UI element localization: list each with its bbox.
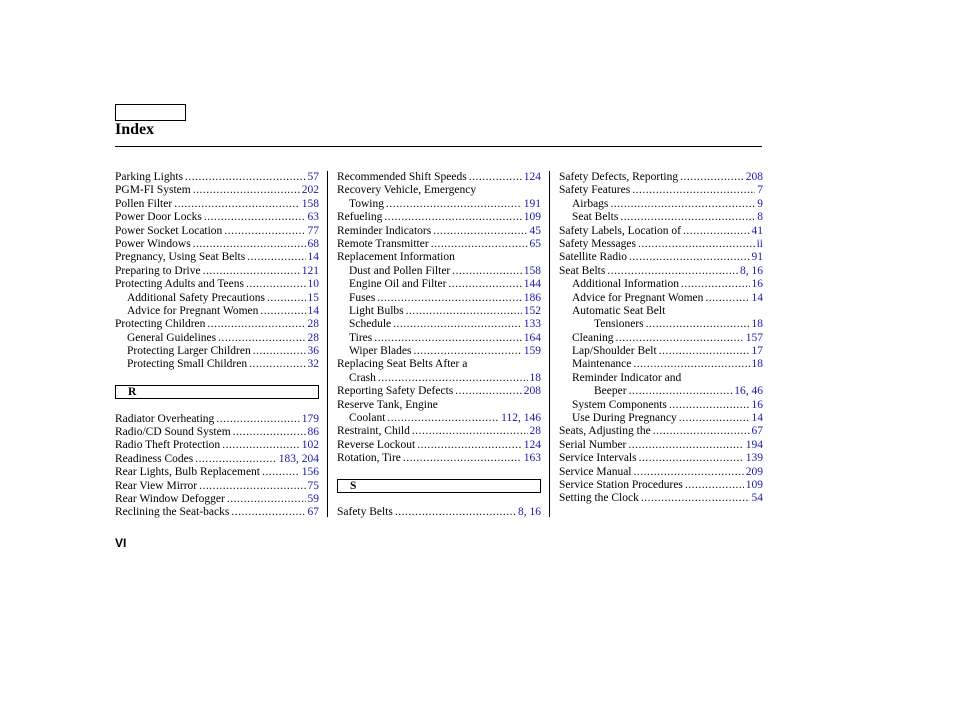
dot-leader: [413, 345, 521, 358]
page-reference-link[interactable]: 14: [751, 291, 763, 304]
entry-label: Protecting Adults and Teens: [115, 278, 244, 291]
page-reference-link[interactable]: 14: [307, 251, 319, 264]
entry-label: Recovery Vehicle, Emergency: [337, 184, 477, 197]
page-number: VI: [115, 536, 127, 550]
page-reference-link[interactable]: 157: [745, 331, 763, 344]
page-reference-link[interactable]: 209: [745, 465, 763, 478]
entry-label: Rear Lights, Bulb Replacement: [115, 466, 260, 479]
page-reference-link[interactable]: 163: [523, 452, 541, 465]
index-column-3: [559, 171, 763, 506]
page-reference-link[interactable]: 32: [307, 358, 319, 371]
dot-leader: [406, 305, 522, 318]
dot-leader: [681, 278, 750, 291]
entry-label: Safety Labels, Location of: [559, 224, 681, 237]
index-entry: [115, 198, 319, 211]
dot-leader: [267, 292, 306, 305]
index-entry: [559, 492, 763, 505]
entry-label: Advice for Pregnant Women: [127, 304, 259, 317]
index-subentry: [337, 372, 541, 385]
dot-leader: [616, 332, 744, 345]
index-column-2: [337, 171, 541, 520]
index-subentry: [559, 211, 763, 224]
dot-leader: [262, 466, 300, 479]
entry-label: Power Socket Location: [115, 224, 223, 237]
entry-label: Reserve Tank, Engine: [337, 398, 438, 411]
page-reference-link[interactable]: 18: [529, 371, 541, 384]
dot-leader: [393, 318, 522, 331]
page-reference-link[interactable]: 14: [751, 412, 763, 425]
entry-label: Safety Defects, Reporting: [559, 170, 679, 183]
page-reference-link[interactable]: 202: [301, 184, 319, 197]
entry-label: Reporting Safety Defects: [337, 385, 454, 398]
entry-label: Replacement Information: [337, 251, 455, 264]
page-reference-link[interactable]: 18: [751, 318, 763, 331]
dot-leader: [633, 358, 749, 371]
dot-leader: [377, 292, 522, 305]
dot-leader: [185, 171, 305, 184]
dot-leader: [204, 211, 306, 224]
entry-label: Seat Belts: [559, 264, 606, 277]
index-entry: [115, 466, 319, 479]
page-reference-link[interactable]: 109: [523, 211, 541, 224]
entry-label: Coolant: [349, 412, 386, 425]
index-entry: [115, 265, 319, 278]
index-subentry: [337, 278, 541, 291]
index-entry: [115, 171, 319, 184]
index-subentry: [559, 372, 763, 385]
index-entry: [337, 358, 541, 371]
index-entry: [115, 439, 319, 452]
page-reference-link[interactable]: 124: [523, 170, 541, 183]
entry-label: Protecting Children: [115, 318, 206, 331]
entry-label: Remote Transmitter: [337, 237, 429, 250]
dot-leader: [395, 506, 516, 519]
dot-leader: [227, 493, 306, 506]
dot-leader: [629, 251, 749, 264]
dot-leader: [452, 265, 521, 278]
page-reference-link[interactable]: 45: [529, 224, 541, 237]
page-reference-link[interactable]: 68: [307, 237, 319, 250]
page-reference-link[interactable]: 67: [307, 506, 319, 519]
index-entry: [337, 385, 541, 398]
page-reference-link[interactable]: 158: [523, 264, 541, 277]
entry-label: Reverse Lockout: [337, 438, 416, 451]
entry-label: Radio Theft Protection: [115, 439, 221, 452]
index-subentry: [559, 292, 763, 305]
page-reference-link[interactable]: 121: [301, 264, 319, 277]
column-divider-1: [327, 171, 328, 517]
page-reference-link[interactable]: 102: [301, 439, 319, 452]
index-entry: [115, 211, 319, 224]
entry-label: Schedule: [349, 318, 392, 331]
spacer: [337, 466, 541, 479]
page-reference-link[interactable]: 7: [757, 184, 763, 197]
entry-label: Wiper Blades: [349, 345, 412, 358]
dot-leader: [641, 492, 750, 505]
entry-label: Light Bulbs: [349, 304, 404, 317]
index-subentry: [559, 332, 763, 345]
entry-label: Seat Belts: [572, 211, 619, 224]
page-title: Index: [115, 121, 155, 138]
entry-label: PGM-FI System: [115, 184, 191, 197]
entry-label: Maintenance: [572, 358, 632, 371]
dot-leader: [628, 439, 743, 452]
dot-leader: [249, 358, 305, 371]
entry-label: Rotation, Tire: [337, 452, 401, 465]
page-reference-link[interactable]: 36: [307, 345, 319, 358]
dot-leader: [685, 479, 744, 492]
dot-leader: [455, 385, 522, 398]
section-letter-heading: S: [337, 479, 541, 493]
dot-leader: [386, 198, 522, 211]
entry-label: Advice for Pregnant Women: [572, 291, 704, 304]
column-divider-2: [549, 171, 550, 517]
entry-label: Rear Window Defogger: [115, 492, 225, 505]
index-entry: [337, 506, 541, 519]
entry-label: Service Intervals: [559, 452, 637, 465]
page-reference-link[interactable]: 57: [307, 170, 319, 183]
entry-label: Airbags: [572, 197, 609, 210]
dot-leader: [203, 265, 300, 278]
index-column-1: [115, 171, 319, 520]
index-entry: [115, 480, 319, 493]
index-subentry: [115, 305, 319, 318]
index-subentry: [337, 318, 541, 331]
entry-label: Additional Information: [572, 278, 679, 291]
index-entry: [559, 425, 763, 438]
dot-leader: [680, 171, 744, 184]
page-reference-link[interactable]: 15: [307, 291, 319, 304]
entry-label: Power Door Locks: [115, 211, 202, 224]
index-entry: [115, 426, 319, 439]
dot-leader: [195, 453, 276, 466]
entry-label: Reminder Indicators: [337, 224, 432, 237]
page-reference-link[interactable]: 194: [745, 438, 763, 451]
entry-label: Tires: [349, 331, 373, 344]
entry-label: Service Station Procedures: [559, 478, 683, 491]
index-entry: [559, 251, 763, 264]
page-reference-link[interactable]: 86: [307, 426, 319, 439]
index-subentry: [559, 198, 763, 211]
page-reference-link[interactable]: 28: [307, 331, 319, 344]
index-subentry: [559, 412, 763, 425]
index-entry: [559, 238, 763, 251]
entry-label: Lap/Shoulder Belt: [572, 345, 657, 358]
page-reference-link[interactable]: 183, 204: [278, 452, 319, 465]
dot-leader: [246, 278, 306, 291]
page-reference-link[interactable]: 63: [307, 211, 319, 224]
index-entry: [337, 452, 541, 465]
entry-label: Serial Number: [559, 438, 627, 451]
entry-label: System Components: [572, 398, 667, 411]
entry-label: Protecting Larger Children: [127, 345, 251, 358]
page-reference-link[interactable]: 28: [307, 318, 319, 331]
page-reference-link[interactable]: 9: [757, 197, 763, 210]
page-reference-link[interactable]: 41: [751, 224, 763, 237]
page-reference-link[interactable]: 8, 16: [740, 264, 763, 277]
dot-leader: [629, 385, 733, 398]
index-subentry: [559, 345, 763, 358]
dot-leader: [669, 399, 750, 412]
index-entry: [559, 265, 763, 278]
index-entry: [559, 479, 763, 492]
dot-leader: [646, 318, 750, 331]
entry-label: Pollen Filter: [115, 197, 173, 210]
entry-label: Radiator Overheating: [115, 412, 215, 425]
entry-label: Tensioners: [594, 318, 644, 331]
dot-leader: [433, 225, 527, 238]
page-reference-link[interactable]: 28: [529, 425, 541, 438]
index-subentry: [337, 198, 541, 211]
page-reference-link[interactable]: 16, 46: [734, 385, 763, 398]
index-subentry: [559, 399, 763, 412]
index-entry: [115, 453, 319, 466]
dot-leader: [174, 198, 300, 211]
dot-leader: [632, 184, 755, 197]
section-letter-heading: R: [115, 385, 319, 399]
page-reference-link[interactable]: 16: [751, 398, 763, 411]
entry-label: Safety Messages: [559, 237, 636, 250]
page-reference-link[interactable]: 133: [523, 318, 541, 331]
page-reference-link[interactable]: 156: [301, 466, 319, 479]
entry-label: Rear View Mirror: [115, 479, 198, 492]
page-reference-link[interactable]: 159: [523, 345, 541, 358]
dot-leader: [378, 372, 528, 385]
dot-leader: [193, 238, 306, 251]
page-reference-link[interactable]: 164: [523, 331, 541, 344]
index-entry: [115, 413, 319, 426]
entry-label: Restraint, Child: [337, 425, 410, 438]
index-subentry: [115, 292, 319, 305]
dot-leader: [638, 238, 755, 251]
dot-leader: [193, 184, 300, 197]
dot-leader: [639, 452, 744, 465]
dot-leader: [216, 413, 299, 426]
page-reference-link[interactable]: 75: [307, 479, 319, 492]
spacer: [115, 372, 319, 385]
index-entry: [559, 225, 763, 238]
page-reference-link[interactable]: 10: [307, 278, 319, 291]
entry-label: Engine Oil and Filter: [349, 278, 447, 291]
page-reference-link[interactable]: 112, 146: [501, 412, 541, 425]
page-reference-link[interactable]: 186: [523, 291, 541, 304]
dot-leader: [218, 332, 305, 345]
dot-leader: [253, 345, 306, 358]
page-reference-link[interactable]: 208: [745, 170, 763, 183]
page-reference-link[interactable]: 109: [745, 478, 763, 491]
dot-leader: [448, 278, 521, 291]
dot-leader: [224, 225, 305, 238]
index-entry: [115, 278, 319, 291]
dot-leader: [620, 211, 755, 224]
entry-label: Pregnancy, Using Seat Belts: [115, 251, 246, 264]
page-reference-link[interactable]: 191: [523, 197, 541, 210]
page-reference-link[interactable]: 144: [523, 278, 541, 291]
spacer: [115, 399, 319, 412]
page-reference-link[interactable]: 124: [523, 438, 541, 451]
index-subentry: [337, 412, 541, 425]
entry-label: Preparing to Drive: [115, 264, 201, 277]
entry-label: Parking Lights: [115, 170, 184, 183]
dot-leader: [683, 225, 750, 238]
index-entry: [559, 439, 763, 452]
index-subentry: [337, 265, 541, 278]
page-reference-link[interactable]: 54: [751, 492, 763, 505]
spacer: [337, 493, 541, 506]
entry-label: Fuses: [349, 291, 376, 304]
entry-label: Seats, Adjusting the: [559, 425, 651, 438]
page-reference-link[interactable]: 65: [529, 237, 541, 250]
page-reference-link[interactable]: 17: [751, 345, 763, 358]
dot-leader: [199, 480, 305, 493]
entry-label: Reclining the Seat-backs: [115, 506, 230, 519]
entry-label: Radio/CD Sound System: [115, 426, 231, 439]
dot-leader: [679, 412, 750, 425]
entry-label: Crash: [349, 371, 376, 384]
dot-leader: [705, 292, 749, 305]
dot-leader: [231, 506, 305, 519]
index-entry: [115, 318, 319, 331]
dot-leader: [469, 171, 522, 184]
entry-label: Power Windows: [115, 237, 191, 250]
index-subentry: [337, 332, 541, 345]
dot-leader: [403, 452, 522, 465]
page-reference-link[interactable]: 158: [301, 197, 319, 210]
index-subentry: [559, 358, 763, 371]
index-entry: [337, 238, 541, 251]
page-reference-link[interactable]: 59: [307, 492, 319, 505]
page-reference-link[interactable]: 16: [751, 278, 763, 291]
index-entry: [115, 184, 319, 197]
page-reference-link[interactable]: 179: [301, 412, 319, 425]
dot-leader: [653, 425, 750, 438]
page-reference-link[interactable]: 8, 16: [518, 506, 541, 519]
entry-label: Readiness Codes: [115, 452, 194, 465]
page-reference-link[interactable]: 14: [307, 304, 319, 317]
page-reference-link[interactable]: 18: [751, 358, 763, 371]
entry-label: Additional Safety Precautions: [127, 291, 265, 304]
page-reference-link[interactable]: 8: [757, 211, 763, 224]
dot-leader: [610, 198, 755, 211]
entry-label: General Guidelines: [127, 331, 217, 344]
page-reference-link[interactable]: 67: [751, 425, 763, 438]
entry-label: Cleaning: [572, 331, 614, 344]
entry-label: Safety Belts: [337, 506, 393, 519]
index-subentry: [115, 332, 319, 345]
page-reference-link[interactable]: 91: [751, 251, 763, 264]
index-subentry: [337, 345, 541, 358]
index-entry: [115, 238, 319, 251]
dot-leader: [417, 439, 522, 452]
page-reference-link[interactable]: 139: [745, 452, 763, 465]
index-subentry: [559, 318, 763, 331]
page-reference-link[interactable]: 208: [523, 385, 541, 398]
index-entry: [337, 439, 541, 452]
title-divider: [115, 146, 762, 147]
dot-leader: [207, 318, 305, 331]
entry-label: Service Manual: [559, 465, 632, 478]
index-subentry: [559, 385, 763, 398]
index-subentry: [559, 305, 763, 318]
page-reference-link[interactable]: 77: [307, 224, 319, 237]
dot-leader: [659, 345, 750, 358]
dot-leader: [374, 332, 522, 345]
header-tab-box: [115, 104, 186, 121]
index-entry: [559, 466, 763, 479]
index-subentry: [337, 292, 541, 305]
index-entry: [337, 211, 541, 224]
index-entry: [559, 452, 763, 465]
index-subentry: [559, 278, 763, 291]
index-entry: [337, 171, 541, 184]
page-reference-link[interactable]: ii: [756, 237, 763, 250]
index-subentry: [337, 305, 541, 318]
index-subentry: [115, 345, 319, 358]
entry-label: Reminder Indicator and: [572, 371, 682, 384]
dot-leader: [260, 305, 305, 318]
page-reference-link[interactable]: 152: [523, 304, 541, 317]
entry-label: Setting the Clock: [559, 492, 639, 505]
entry-label: Automatic Seat Belt: [572, 304, 666, 317]
index-entry: [337, 399, 541, 412]
index-entry: [115, 506, 319, 519]
dot-leader: [607, 265, 738, 278]
index-entry: [115, 493, 319, 506]
entry-label: Towing: [349, 197, 384, 210]
entry-label: Beeper: [594, 385, 627, 398]
entry-label: Satellite Radio: [559, 251, 628, 264]
index-entry: [115, 225, 319, 238]
index-entry: [337, 184, 541, 197]
entry-label: Replacing Seat Belts After a: [337, 358, 468, 371]
dot-leader: [247, 251, 305, 264]
entry-label: Dust and Pollen Filter: [349, 264, 451, 277]
index-entry: [559, 171, 763, 184]
dot-leader: [384, 211, 521, 224]
index-entry: [115, 251, 319, 264]
index-entry: [337, 251, 541, 264]
entry-label: Refueling: [337, 211, 383, 224]
index-entry: [559, 184, 763, 197]
index-subentry: [115, 358, 319, 371]
dot-leader: [233, 426, 306, 439]
dot-leader: [431, 238, 528, 251]
index-entry: [337, 425, 541, 438]
entry-label: Safety Features: [559, 184, 631, 197]
dot-leader: [222, 439, 300, 452]
entry-label: Use During Pregnancy: [572, 412, 677, 425]
dot-leader: [387, 412, 499, 425]
entry-label: Recommended Shift Speeds: [337, 170, 467, 183]
entry-label: Protecting Small Children: [127, 358, 248, 371]
index-entry: [337, 225, 541, 238]
dot-leader: [634, 466, 744, 479]
dot-leader: [412, 425, 528, 438]
